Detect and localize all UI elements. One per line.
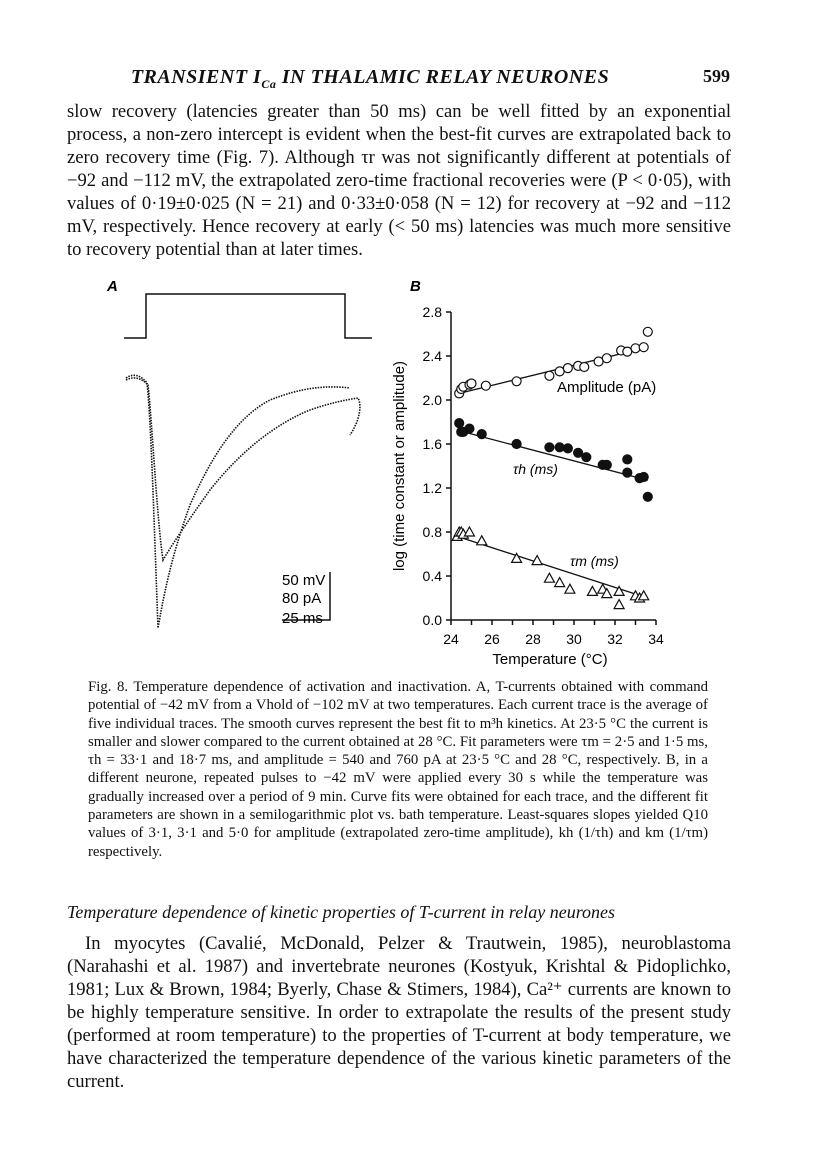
point-triangle [544,573,554,582]
point-filled-circle [545,443,554,452]
point-filled-circle [512,440,521,449]
y-tick-label: 2.8 [422,304,442,320]
current-trace-235c [126,378,360,560]
point-open-circle [631,344,640,353]
point-filled-circle [602,460,611,469]
y-ticks [423,304,451,628]
running-title: TRANSIENT $I_{Ca}$ IN THALAMIC RELAY NEURONES [130,66,610,91]
legend-tau-h: τh (ms) [513,461,558,477]
point-filled-circle [455,419,464,428]
running-title-subscript: Ca [261,77,277,91]
page-number: 599 [703,66,730,86]
figure-8 [0,260,816,680]
point-filled-circle [465,424,474,433]
figure-caption: Fig. 8. Temperature dependence of activation and inactivation. A, T-currents obtained with command potential of −42 mV from a Vhold of −102 mV at two temperatures. Each current trace is the average of five individual traces. The smooth curves represent the best fit to m³h kinetics. At 23·5 °C the current is smaller and slower compared to the current obtained at 28 °C. Fit parameters were τm = 2·5 and 1·5 ms, τh = 33·1 and 18·7 ms, and amplitude = 540 and 760 pA at 23·5 °C and 28 °C, respectively. B, in a different neurone, repeated pulses to −42 mV were applied every 30 s while the temperature was gradually increased over a period of 9 min. Curve fits were obtained for each trace, and the different fit parameters are shown in a semilogarithmic plot vs. bath temperature. Least-squares slopes yielded Q10 values of 3·1, 3·1 and 5·0 for amplitude (extrapolated zero-time amplitude), kh (1/τh) and km (1/τm) respectively. [88,679,708,860]
panel-a-label: A [107,278,118,295]
panel-b-label: B [410,278,421,295]
point-triangle [464,527,474,536]
y-axis-label: log (time constant or amplitude) [391,360,408,572]
y-tick-label: 2.0 [422,392,442,408]
point-filled-circle [639,473,648,482]
x-tick-label: 26 [484,631,500,647]
point-triangle [614,600,624,609]
paragraph-top: slow recovery (latencies greater than 50 ms) can be well fitted by an exponential process, a non-zero intercept is evident when the best-fit curves are extrapolated back to zero recovery time (Fig. 7). Although τr was not significantly different at potentials of −92 and −112 mV, the extrapolated zero-time fractional recoveries were (P < 0·05), with values of 0·19±0·025 (N = 21) and 0·33±0·058 (N = 12) for recovery at −92 and −112 mV, respectively. Hence recovery at early (< 50 ms) latencies was much more sensitive to recovery potential than at later times. [67,101,731,260]
y-tick-label: 0.8 [422,524,442,540]
x-tick-label: 24 [443,631,459,647]
scale-time-label: 25 ms [282,610,323,627]
y-tick-label: 0.0 [422,612,442,628]
x-tick-label: 30 [566,631,582,647]
panel-b-chart [391,278,664,668]
panel-a [106,278,372,628]
legend-amplitude: Amplitude (pA) [557,379,657,396]
point-open-circle [643,327,652,336]
x-axis-label: Temperature (°C) [492,651,608,668]
point-open-circle [580,363,589,372]
point-open-circle [563,364,572,373]
scale-current-label: 80 pA [282,590,322,607]
point-filled-circle [477,430,486,439]
x-ticks [443,620,664,647]
point-filled-circle [623,455,632,464]
legend-tau-m: τm (ms) [570,553,619,569]
point-open-circle [545,371,554,380]
point-triangle [477,536,487,545]
paragraph-bottom: In myocytes (Cavalié, McDonald, Pelzer & Trautwein, 1985), neuroblastoma (Narahashi et al. 1987) and invertebrate neurones (Kostyuk, Krishtal & Pidoplichko, 1981; Lux & Brown, 1984; Byerly, Chase & Stimers, 1984), Ca²⁺ currents are known to be highly temperature sensitive. In order to extrapolate the results of the present study (performed at room temperature) to the properties of T-current at body temperature, we have characterized the temperature dependence of the various kinetic parameters of the current. [67,933,731,1092]
point-open-circle [602,354,611,363]
page-header [70,66,730,96]
point-open-circle [467,379,476,388]
point-filled-circle [623,468,632,477]
point-open-circle [481,381,490,390]
scale-voltage-label: 50 mV [282,572,326,589]
point-filled-circle [582,453,591,462]
point-filled-circle [563,444,572,453]
y-tick-label: 2.4 [422,348,442,364]
voltage-step-trace [124,294,372,338]
x-tick-label: 34 [648,631,664,647]
y-tick-label: 1.2 [422,480,442,496]
point-filled-circle [574,448,583,457]
point-triangle [565,584,575,593]
point-triangle [532,556,542,565]
point-triangle [555,578,565,587]
section-heading: Temperature dependence of kinetic properties of T-current in relay neurones [67,902,616,922]
x-tick-label: 28 [525,631,541,647]
y-tick-label: 1.6 [422,436,442,452]
point-filled-circle [643,492,652,501]
point-open-circle [512,377,521,386]
point-open-circle [639,343,648,352]
x-tick-label: 32 [607,631,623,647]
point-triangle [587,586,597,595]
point-filled-circle [555,443,564,452]
y-tick-label: 0.4 [422,568,442,584]
